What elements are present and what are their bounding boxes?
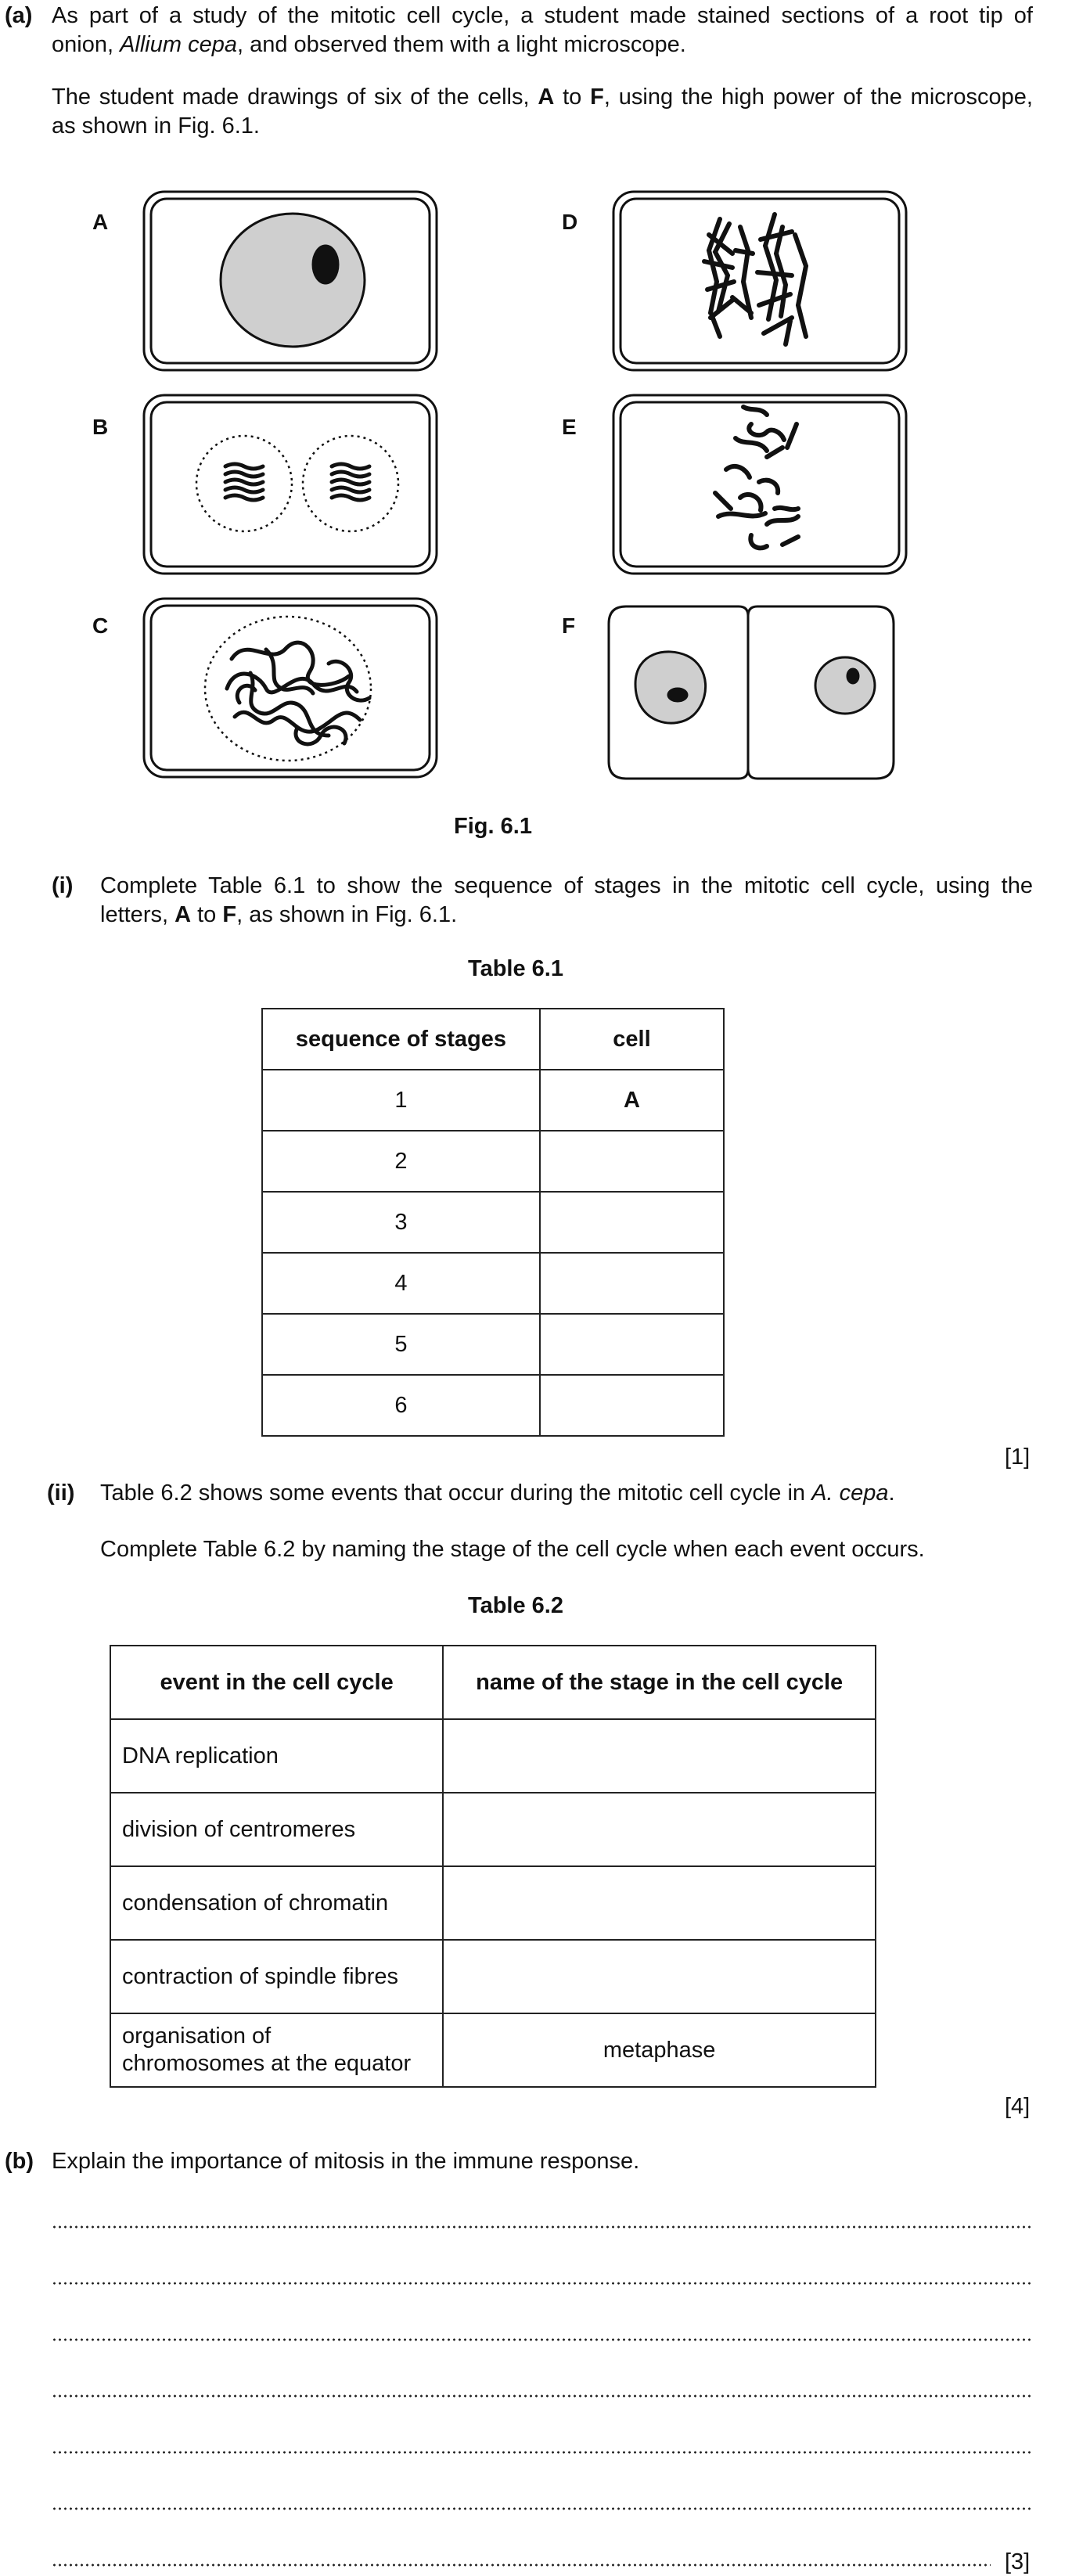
stage-number: 3 xyxy=(262,1192,540,1253)
part-a-drawings-text xyxy=(52,83,1033,141)
part-i-label: (i) xyxy=(52,873,74,898)
stage-number: 5 xyxy=(262,1314,540,1375)
part-i-text xyxy=(100,872,1033,930)
cell-f-drawing xyxy=(609,606,894,779)
cell-answer-field[interactable] xyxy=(540,1314,724,1375)
answer-line[interactable] xyxy=(52,2507,1033,2510)
part-i-line1: Complete Table 6.1 to show the sequence of stages in the mitotic cell cycle, using the xyxy=(100,873,1033,898)
stage-number: 1 xyxy=(262,1070,540,1131)
table-row xyxy=(110,1866,876,1940)
cell-label-d: D xyxy=(562,210,578,234)
stage-answer-field[interactable] xyxy=(443,1866,876,1940)
stage-value: metaphase xyxy=(443,2013,876,2087)
table-row xyxy=(110,1719,876,1793)
cell-label-f: F xyxy=(562,613,576,638)
part-ii-label: (ii) xyxy=(47,1480,75,1506)
part-a-intro-line2: onion, Allium cepa, and observed them with a light microscope. xyxy=(52,32,686,57)
figure-caption: Fig. 6.1 xyxy=(454,814,532,839)
stage-answer-field[interactable] xyxy=(443,1940,876,2013)
cell-answer-field[interactable] xyxy=(540,1375,724,1436)
table-row xyxy=(262,1070,724,1131)
cell-answer-field[interactable] xyxy=(540,1192,724,1253)
answer-line[interactable] xyxy=(52,2451,1033,2454)
cell-answer-field[interactable] xyxy=(540,1131,724,1192)
part-i-line2: letters, A to F, as shown in Fig. 6.1. xyxy=(100,902,458,927)
cell-label-a: A xyxy=(92,210,109,234)
table-6-2-caption: Table 6.2 xyxy=(468,1593,563,1618)
stage-number: 4 xyxy=(262,1253,540,1314)
table-row xyxy=(110,2013,876,2087)
part-i-marks: [1] xyxy=(1005,1445,1031,1470)
table-6-2 xyxy=(110,1645,876,2088)
table-6-2-header-row xyxy=(110,1646,876,1719)
stage-number: 2 xyxy=(262,1131,540,1192)
event-cell: DNA replication xyxy=(110,1719,443,1793)
part-ii-marks: [4] xyxy=(1005,2094,1031,2119)
cell-e-drawing xyxy=(613,395,906,574)
cell-label-c: C xyxy=(92,613,109,638)
table-row xyxy=(110,1793,876,1866)
cell-b-drawing xyxy=(144,395,437,574)
cell-answer-field[interactable] xyxy=(540,1253,724,1314)
table-6-1 xyxy=(261,1008,725,1437)
answer-line[interactable] xyxy=(52,2563,991,2567)
answer-line[interactable] xyxy=(52,2338,1033,2341)
table-row xyxy=(262,1192,724,1253)
table-6-2-header-stage: name of the stage in the cell cycle xyxy=(443,1646,876,1719)
table-row xyxy=(262,1314,724,1375)
part-a-intro-line1: As part of a study of the mitotic cell cycle, a student made stained sections of a root tip of xyxy=(52,3,1033,28)
table-6-1-header-row xyxy=(262,1009,724,1070)
table-row xyxy=(262,1131,724,1192)
part-a-intro xyxy=(52,2,1033,59)
part-a-label: (a) xyxy=(5,3,33,28)
answer-line[interactable] xyxy=(52,2394,1033,2398)
part-a-drawings-line1: The student made drawings of six of the cells, A to F, using the high power of the microscope, xyxy=(52,85,1033,110)
table-row xyxy=(262,1253,724,1314)
species-name: Allium cepa xyxy=(120,32,237,57)
table-6-1-header-stage: sequence of stages xyxy=(262,1009,540,1070)
table-6-2-header-event: event in the cell cycle xyxy=(110,1646,443,1719)
stage-answer-field[interactable] xyxy=(443,1793,876,1866)
part-b-question: Explain the importance of mitosis in the immune response. xyxy=(52,2149,640,2174)
cell-label-b: B xyxy=(92,415,109,439)
cell-letter: A xyxy=(540,1070,724,1131)
part-a-drawings-line2: as shown in Fig. 6.1. xyxy=(52,113,260,139)
table-6-1-caption: Table 6.1 xyxy=(468,956,563,981)
stage-number: 6 xyxy=(262,1375,540,1436)
part-ii-line2: Complete Table 6.2 by naming the stage of the cell cycle when each event occurs. xyxy=(100,1537,925,1562)
part-b-marks: [3] xyxy=(1005,2549,1031,2574)
part-ii-line1: Table 6.2 shows some events that occur during the mitotic cell cycle in A. cepa. xyxy=(100,1480,895,1506)
event-cell: condensation of chromatin xyxy=(110,1866,443,1940)
figure-6-1-drawing xyxy=(0,180,1072,790)
answer-line[interactable] xyxy=(52,2282,1033,2285)
cell-d-drawing xyxy=(613,192,906,370)
part-b-label: (b) xyxy=(5,2149,34,2174)
table-row xyxy=(262,1375,724,1436)
event-cell: division of centromeres xyxy=(110,1793,443,1866)
stage-answer-field[interactable] xyxy=(443,1719,876,1793)
answer-line[interactable] xyxy=(52,2225,1033,2229)
table-row xyxy=(110,1940,876,2013)
event-cell: organisation of chromosomes at the equator xyxy=(110,2013,443,2087)
table-6-1-header-cell: cell xyxy=(540,1009,724,1070)
cell-a-drawing xyxy=(144,192,437,370)
cell-c-drawing xyxy=(144,599,437,777)
event-cell: contraction of spindle fibres xyxy=(110,1940,443,2013)
cell-label-e: E xyxy=(562,415,577,439)
